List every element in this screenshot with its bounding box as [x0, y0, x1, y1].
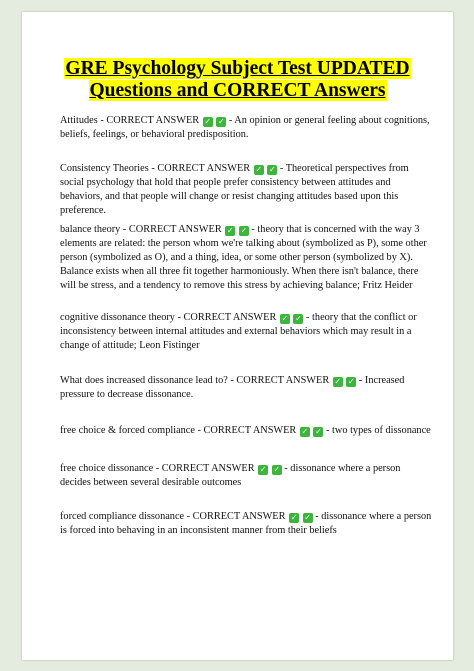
- qa-term: forced compliance dissonance: [60, 511, 185, 522]
- correct-answer-label: - CORRECT ANSWER: [174, 312, 277, 323]
- correct-answer-label: - CORRECT ANSWER: [120, 224, 222, 235]
- check-mark-icon: ✓: [315, 427, 322, 436]
- qa-item: [60, 311, 432, 353]
- qa-term: Attitudes: [60, 115, 98, 126]
- qa-item: [60, 374, 432, 402]
- check-mark-icon: ✓: [268, 165, 276, 174]
- qa-definition: - Theoretical perspectives from social psychology that hold that people prefer consistency between attitudes and behaviors, and that people will change or resist changing attitudes based upon this preference.: [60, 163, 409, 216]
- qa-term: cognitive dissonance theory: [60, 312, 175, 323]
- qa-definition: - theory that is concerned with the way 3 elements are related: the person whom we're talking about (symbolized as P), some other person (symbolized as O), and a thing, idea, or some other person (symbolized by X). Balance exists when all three fit together harmoniously. When there isn't balance, there will be stress, and a tendency to remove this stress by achieving balance; Fritz Heider: [60, 224, 427, 291]
- check-mark-icon: ✓: [217, 117, 225, 126]
- qa-item: [60, 114, 432, 142]
- qa-item: [60, 462, 432, 490]
- qa-term: free choice dissonance: [60, 463, 154, 474]
- document-title: GRE Psychology Subject Test UPDATED Questions and CORRECT Answers: [65, 58, 410, 101]
- check-mark-icon: ✓: [255, 165, 263, 174]
- qa-definition: - two types of dissonance: [323, 425, 431, 436]
- check-mark-icon: ✓: [290, 513, 298, 522]
- check-mark-icon: ✓: [240, 226, 248, 235]
- qa-term: free choice & forced compliance: [60, 425, 195, 436]
- correct-answer-label: - CORRECT ANSWER: [184, 511, 286, 522]
- qa-item: [60, 162, 432, 218]
- correct-answer-label: - CORRECT ANSWER: [97, 115, 200, 126]
- check-mark-icon: ✓: [204, 117, 212, 126]
- qa-item: [60, 223, 432, 293]
- correct-answer-label: - CORRECT ANSWER: [227, 375, 330, 386]
- qa-definition: - dissonance where a person decides between several desirable outcomes: [60, 463, 401, 488]
- qa-term: What does increased dissonance lead to?: [60, 375, 228, 386]
- qa-item: [60, 424, 432, 438]
- document-page: [22, 12, 453, 660]
- check-mark-icon: ✓: [226, 226, 234, 235]
- check-mark-icon: ✓: [301, 427, 309, 436]
- correct-answer-label: - CORRECT ANSWER: [194, 425, 297, 436]
- qa-definition: - dissonance where a person is forced into behaving in an inconsistent manner from their beliefs: [60, 511, 432, 536]
- check-mark-icon: ✓: [304, 513, 311, 522]
- qa-term: Consistency Theories: [60, 163, 149, 174]
- qa-term: balance theory: [60, 224, 121, 235]
- check-mark-icon: ✓: [295, 314, 302, 323]
- qa-item: [60, 510, 432, 538]
- check-mark-icon: ✓: [259, 465, 267, 474]
- check-mark-icon: ✓: [273, 465, 281, 474]
- qa-definition: - An opinion or general feeling about cognitions, beliefs, feelings, or behavioral predisposition.: [60, 115, 430, 140]
- check-mark-icon: ✓: [281, 314, 289, 323]
- qa-definition: - Increased pressure to decrease dissonance.: [60, 375, 405, 400]
- qa-definition: - theory that the conflict or inconsistency between internal attitudes and external behaviors which may result in a change of attitude; Leon Fistinger: [60, 312, 417, 351]
- correct-answer-label: - CORRECT ANSWER: [148, 163, 251, 174]
- correct-answer-label: - CORRECT ANSWER: [153, 463, 255, 474]
- check-mark-icon: ✓: [348, 377, 355, 386]
- check-mark-icon: ✓: [334, 377, 342, 386]
